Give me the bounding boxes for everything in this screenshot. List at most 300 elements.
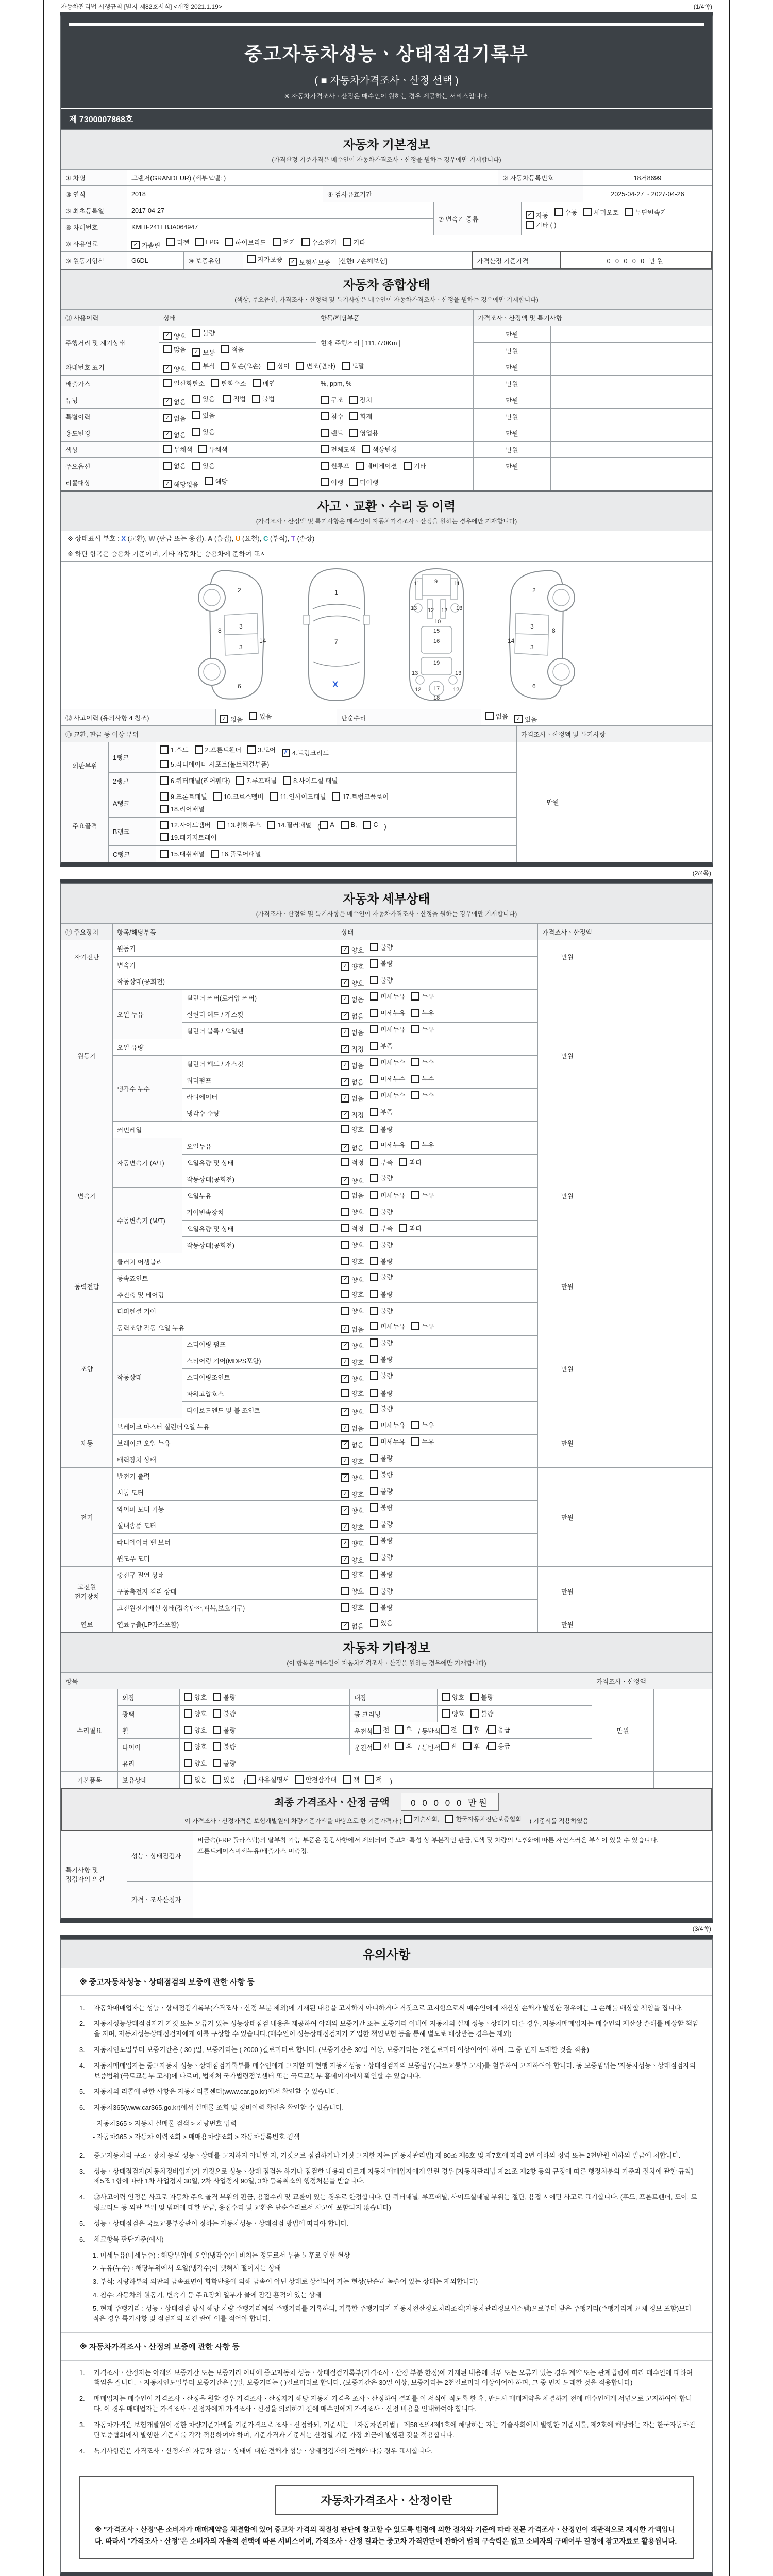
checkbox-option[interactable]	[163, 331, 186, 341]
checkbox-option[interactable]	[485, 1741, 511, 1752]
checkbox[interactable]	[349, 478, 358, 486]
checkbox-option[interactable]	[526, 220, 556, 229]
checkbox-option[interactable]	[163, 461, 186, 470]
checkbox[interactable]	[296, 362, 304, 370]
checkbox-option[interactable]	[184, 1742, 207, 1751]
checkbox-option[interactable]	[160, 745, 189, 754]
checkbox-option[interactable]	[341, 1176, 364, 1185]
checkbox[interactable]	[225, 238, 233, 246]
checkbox-option[interactable]	[370, 1191, 405, 1200]
checkbox[interactable]	[399, 1158, 407, 1166]
checkbox-option[interactable]	[321, 395, 343, 404]
checkbox-option[interactable]	[341, 1158, 364, 1167]
checkbox[interactable]	[411, 992, 419, 1001]
checkbox-option[interactable]	[341, 1341, 364, 1350]
checkbox[interactable]	[247, 255, 256, 263]
checkbox-option[interactable]	[192, 411, 215, 420]
checkbox[interactable]	[192, 462, 200, 470]
checkbox[interactable]	[320, 821, 328, 829]
checkbox-checked[interactable]: ✓	[341, 1276, 349, 1284]
checkbox-option[interactable]	[341, 1539, 364, 1548]
checkbox-option[interactable]	[341, 1224, 364, 1233]
checkbox-option[interactable]	[213, 1725, 236, 1735]
checkbox[interactable]	[341, 1257, 349, 1265]
checkbox-option[interactable]	[370, 1074, 405, 1083]
checkbox-option[interactable]	[349, 412, 372, 421]
checkbox[interactable]	[211, 850, 219, 858]
checkbox[interactable]	[184, 1709, 192, 1718]
checkbox-checked[interactable]: ✓	[163, 398, 172, 406]
checkbox-option[interactable]	[341, 1011, 364, 1021]
checkbox[interactable]	[343, 238, 351, 246]
checkbox[interactable]	[163, 462, 172, 470]
checkbox-option[interactable]	[399, 1158, 422, 1167]
checkbox-option[interactable]	[583, 208, 618, 217]
checkbox[interactable]	[213, 1775, 221, 1784]
checkbox[interactable]	[283, 776, 291, 785]
checkbox[interactable]	[363, 821, 371, 829]
checkbox-checked[interactable]: ✓	[341, 962, 349, 971]
checkbox-option[interactable]	[267, 820, 311, 829]
checkbox-option[interactable]	[184, 1758, 207, 1768]
checkbox-option[interactable]	[373, 1725, 389, 1734]
checkbox[interactable]	[373, 1742, 381, 1750]
checkbox[interactable]	[370, 1125, 378, 1133]
checkbox-option[interactable]	[411, 1140, 434, 1149]
checkbox-option[interactable]	[213, 792, 264, 801]
checkbox-option[interactable]	[184, 1709, 207, 1718]
checkbox-option[interactable]	[341, 1374, 364, 1383]
checkbox-option[interactable]	[247, 1775, 289, 1784]
checkbox-checked[interactable]: ✓	[341, 1358, 349, 1366]
checkbox[interactable]	[184, 1693, 192, 1701]
checkbox[interactable]	[349, 412, 358, 420]
checkbox-option[interactable]	[370, 1371, 393, 1380]
checkbox[interactable]	[267, 821, 275, 829]
checkbox-option[interactable]	[341, 962, 364, 971]
checkbox-option[interactable]	[321, 412, 343, 421]
checkbox[interactable]	[370, 1371, 378, 1380]
checkbox-option[interactable]	[363, 821, 378, 829]
checkbox[interactable]	[485, 712, 494, 720]
checkbox-option[interactable]	[273, 238, 295, 247]
checkbox[interactable]	[321, 445, 329, 453]
checkbox[interactable]	[213, 1742, 221, 1751]
checkbox-option[interactable]	[370, 1008, 405, 1018]
checkbox-option[interactable]	[192, 361, 215, 370]
checkbox-option[interactable]	[247, 255, 282, 264]
checkbox-option[interactable]	[252, 394, 275, 403]
checkbox[interactable]	[213, 1726, 221, 1734]
checkbox[interactable]	[270, 792, 278, 801]
checkbox-option[interactable]	[395, 1725, 412, 1734]
checkbox[interactable]	[463, 1725, 472, 1734]
checkbox[interactable]	[395, 1725, 404, 1734]
checkbox-option[interactable]	[295, 1775, 337, 1784]
checkbox-option[interactable]	[370, 992, 405, 1001]
checkbox-option[interactable]	[341, 1440, 364, 1449]
checkbox[interactable]	[370, 1322, 378, 1330]
checkbox[interactable]	[370, 1025, 378, 1033]
checkbox-option[interactable]	[343, 238, 365, 247]
checkbox-option[interactable]	[184, 1725, 207, 1735]
checkbox[interactable]	[267, 362, 275, 370]
checkbox-option[interactable]	[514, 715, 537, 724]
checkbox[interactable]	[411, 1191, 419, 1199]
checkbox-checked[interactable]: ✓	[341, 1622, 349, 1630]
checkbox-option[interactable]	[370, 1224, 393, 1233]
checkbox[interactable]	[370, 959, 378, 968]
checkbox-option[interactable]	[470, 1709, 493, 1718]
checkbox[interactable]	[213, 1693, 221, 1701]
checkbox-option[interactable]	[370, 1207, 393, 1216]
checkbox-option[interactable]	[131, 241, 160, 250]
checkbox-option[interactable]	[341, 1240, 364, 1249]
checkbox[interactable]	[160, 805, 169, 813]
checkbox-option[interactable]	[341, 1077, 364, 1087]
checkbox[interactable]	[411, 1075, 419, 1083]
checkbox[interactable]	[192, 329, 200, 337]
checkbox-option[interactable]	[160, 804, 205, 814]
checkbox-option[interactable]	[341, 1290, 364, 1299]
checkbox[interactable]	[441, 1725, 449, 1734]
checkbox[interactable]	[160, 745, 169, 754]
checkbox-option[interactable]	[270, 792, 326, 801]
checkbox[interactable]	[583, 208, 592, 216]
checkbox[interactable]	[370, 992, 378, 1001]
checkbox-option[interactable]	[373, 1741, 389, 1751]
checkbox-option[interactable]	[411, 1437, 434, 1446]
checkbox-option[interactable]	[370, 1240, 393, 1249]
checkbox-checked[interactable]: ✓	[341, 1375, 349, 1383]
checkbox-option[interactable]	[296, 361, 335, 370]
checkbox[interactable]	[399, 1224, 407, 1232]
checkbox[interactable]	[485, 1742, 496, 1752]
checkbox-option[interactable]	[221, 361, 261, 370]
checkbox[interactable]	[370, 1437, 378, 1446]
checkbox-checked[interactable]: ✓	[341, 1440, 349, 1449]
checkbox-option[interactable]	[160, 833, 217, 842]
checkbox-option[interactable]	[211, 849, 261, 858]
checkbox-option[interactable]	[341, 1621, 364, 1631]
checkbox-option[interactable]	[220, 715, 243, 724]
checkbox-option[interactable]	[411, 1191, 434, 1200]
checkbox-option[interactable]	[163, 345, 186, 354]
checkbox-option[interactable]	[370, 1570, 393, 1579]
checkbox[interactable]	[223, 395, 231, 403]
checkbox-checked[interactable]: ✓	[341, 1325, 349, 1333]
checkbox-checked[interactable]: ✓	[341, 979, 349, 987]
checkbox-option[interactable]	[163, 364, 186, 374]
checkbox[interactable]	[166, 238, 175, 246]
checkbox[interactable]	[301, 238, 310, 246]
checkbox[interactable]	[217, 821, 225, 829]
checkbox[interactable]	[395, 1742, 404, 1750]
checkbox[interactable]	[373, 1725, 381, 1734]
checkbox[interactable]	[370, 1241, 378, 1249]
checkbox-option[interactable]	[289, 258, 330, 267]
checkbox-option[interactable]	[341, 1473, 364, 1482]
checkbox-checked[interactable]: ✓	[163, 332, 172, 340]
checkbox-option[interactable]	[163, 430, 186, 439]
checkbox-option[interactable]	[441, 1725, 457, 1734]
checkbox-checked[interactable]: ✓	[526, 211, 534, 219]
checkbox-option[interactable]	[399, 1224, 422, 1233]
checkbox[interactable]	[411, 1421, 419, 1429]
checkbox-checked[interactable]: ✓	[341, 1490, 349, 1498]
checkbox-option[interactable]	[341, 1358, 364, 1367]
checkbox-checked[interactable]: ✓	[341, 1539, 349, 1548]
checkbox-option[interactable]	[320, 821, 334, 829]
checkbox[interactable]	[470, 1709, 479, 1718]
checkbox-option[interactable]	[163, 445, 192, 454]
checkbox-option[interactable]	[192, 427, 215, 436]
checkbox-option[interactable]	[341, 1207, 364, 1216]
checkbox[interactable]	[370, 1553, 378, 1561]
checkbox[interactable]	[411, 1437, 419, 1446]
checkbox-option[interactable]	[370, 1437, 405, 1446]
checkbox[interactable]	[411, 1141, 419, 1149]
checkbox[interactable]	[321, 462, 329, 470]
checkbox[interactable]	[411, 1025, 419, 1033]
checkbox-checked[interactable]: ✓	[192, 348, 200, 357]
checkbox-checked[interactable]: ✓	[341, 1045, 349, 1053]
checkbox[interactable]	[463, 1742, 472, 1750]
checkbox[interactable]	[370, 1307, 378, 1315]
checkbox-option[interactable]	[236, 776, 277, 785]
checkbox-option[interactable]	[341, 1489, 364, 1499]
checkbox[interactable]	[370, 1290, 378, 1298]
checkbox[interactable]	[442, 1709, 450, 1718]
checkbox-checked[interactable]: ✓	[341, 1457, 349, 1465]
checkbox[interactable]	[213, 1759, 221, 1767]
checkbox-option[interactable]	[411, 1058, 434, 1067]
checkbox-option[interactable]	[411, 1420, 434, 1430]
checkbox-option[interactable]	[341, 1325, 364, 1334]
checkbox[interactable]	[370, 1338, 378, 1347]
checkbox-option[interactable]	[370, 1125, 393, 1134]
checkbox-option[interactable]	[370, 942, 393, 952]
checkbox-option[interactable]	[211, 379, 246, 388]
checkbox-checked[interactable]: ✓	[341, 1094, 349, 1103]
checkbox-option[interactable]	[195, 745, 242, 754]
checkbox-option[interactable]	[349, 478, 378, 487]
checkbox[interactable]	[370, 1108, 378, 1116]
checkbox-option[interactable]	[370, 1321, 405, 1331]
checkbox-checked[interactable]: ✓	[341, 1523, 349, 1531]
checkbox-option[interactable]	[404, 461, 426, 470]
checkbox-option[interactable]	[341, 1191, 364, 1200]
checkbox[interactable]	[221, 362, 229, 370]
checkbox-option[interactable]	[370, 1552, 393, 1562]
checkbox-option[interactable]	[356, 461, 397, 470]
checkbox-checked[interactable]: ✓	[341, 1342, 349, 1350]
checkbox-option[interactable]	[267, 361, 290, 370]
checkbox[interactable]	[370, 1158, 378, 1166]
checkbox[interactable]	[411, 1009, 419, 1017]
checkbox-option[interactable]	[370, 1290, 393, 1299]
checkbox[interactable]	[370, 1224, 378, 1232]
checkbox[interactable]	[192, 362, 200, 370]
checkbox[interactable]	[526, 221, 534, 229]
checkbox[interactable]	[370, 1470, 378, 1479]
checkbox[interactable]	[342, 362, 350, 370]
checkbox-option[interactable]	[341, 995, 364, 1004]
checkbox-option[interactable]	[160, 759, 269, 769]
checkbox-option[interactable]	[370, 1025, 405, 1034]
checkbox-checked[interactable]: ✓	[341, 1111, 349, 1119]
checkbox-option[interactable]	[321, 461, 349, 470]
checkbox-option[interactable]	[341, 821, 357, 829]
checkbox[interactable]	[370, 1570, 378, 1579]
checkbox-option[interactable]	[341, 1044, 364, 1054]
checkbox-option[interactable]	[395, 1741, 412, 1751]
checkbox[interactable]	[411, 1058, 419, 1066]
checkbox[interactable]	[341, 1224, 349, 1232]
checkbox[interactable]	[192, 411, 200, 419]
checkbox[interactable]	[341, 1603, 349, 1612]
checkbox[interactable]	[160, 833, 169, 841]
checkbox-option[interactable]	[341, 1506, 364, 1515]
checkbox[interactable]	[184, 1726, 192, 1734]
checkbox-checked[interactable]: ✓	[163, 431, 172, 439]
checkbox-option[interactable]	[370, 1107, 393, 1116]
checkbox-option[interactable]	[526, 211, 548, 220]
checkbox-option[interactable]	[362, 445, 397, 454]
checkbox-option[interactable]	[282, 748, 329, 757]
checkbox-option[interactable]	[283, 776, 338, 785]
checkbox-checked[interactable]: ✓	[341, 1061, 349, 1070]
checkbox-option[interactable]	[343, 1775, 359, 1784]
checkbox-option[interactable]	[370, 1272, 393, 1281]
checkbox-option[interactable]	[370, 1338, 393, 1347]
checkbox-option[interactable]	[349, 428, 378, 437]
checkbox-option[interactable]	[370, 1618, 393, 1628]
checkbox[interactable]	[370, 943, 378, 951]
checkbox-option[interactable]	[192, 328, 215, 337]
checkbox[interactable]	[370, 1174, 378, 1182]
checkbox[interactable]	[184, 1759, 192, 1767]
checkbox[interactable]	[370, 1009, 378, 1017]
checkbox[interactable]	[341, 1241, 349, 1249]
checkbox-option[interactable]	[341, 1110, 364, 1120]
checkbox-option[interactable]	[370, 1388, 393, 1398]
checkbox-option[interactable]	[192, 394, 215, 403]
checkbox[interactable]	[341, 1208, 349, 1216]
checkbox-option[interactable]	[470, 1692, 493, 1702]
checkbox-option[interactable]	[365, 1775, 382, 1784]
checkbox[interactable]	[211, 379, 219, 387]
checkbox-option[interactable]	[485, 711, 508, 721]
checkbox[interactable]	[341, 1570, 349, 1579]
checkbox-checked[interactable]: ✓	[341, 1408, 349, 1416]
checkbox[interactable]	[253, 379, 261, 387]
checkbox-option[interactable]	[205, 477, 227, 486]
checkbox[interactable]	[252, 395, 260, 403]
checkbox-option[interactable]	[370, 1306, 393, 1315]
checkbox[interactable]	[356, 462, 364, 470]
checkbox-option[interactable]	[342, 361, 364, 370]
checkbox-option[interactable]	[442, 1709, 464, 1718]
checkbox-option[interactable]	[213, 1775, 236, 1784]
checkbox-checked[interactable]: ✓	[341, 1177, 349, 1185]
checkbox-option[interactable]	[370, 1519, 393, 1529]
checkbox-option[interactable]	[341, 1275, 364, 1284]
checkbox-option[interactable]	[370, 1586, 393, 1596]
checkbox[interactable]	[343, 1775, 351, 1784]
checkbox-option[interactable]	[163, 397, 186, 406]
checkbox-option[interactable]	[221, 345, 244, 354]
checkbox-option[interactable]	[341, 1456, 364, 1466]
checkbox[interactable]	[184, 1742, 192, 1751]
checkbox-option[interactable]	[332, 792, 389, 801]
checkbox-option[interactable]	[442, 1692, 464, 1702]
checkbox-option[interactable]	[341, 1423, 364, 1433]
checkbox-checked[interactable]: ✓	[341, 995, 349, 1004]
checkbox[interactable]	[370, 1208, 378, 1216]
checkbox[interactable]	[184, 1775, 192, 1784]
checkbox[interactable]	[160, 760, 169, 768]
checkbox[interactable]	[249, 712, 257, 720]
checkbox[interactable]	[163, 379, 172, 387]
checkbox[interactable]	[370, 1058, 378, 1066]
checkbox-option[interactable]	[411, 1321, 434, 1331]
checkbox-option[interactable]	[253, 379, 275, 388]
checkbox-option[interactable]	[163, 379, 205, 388]
checkbox-option[interactable]	[370, 1603, 393, 1612]
checkbox-option[interactable]	[411, 1025, 434, 1034]
checkbox[interactable]	[365, 1775, 374, 1784]
checkbox[interactable]	[160, 850, 169, 858]
checkbox[interactable]	[411, 1091, 419, 1099]
checkbox[interactable]	[236, 776, 244, 785]
checkbox[interactable]	[213, 792, 222, 801]
checkbox-option[interactable]	[341, 1407, 364, 1416]
checkbox-option[interactable]	[160, 776, 230, 785]
checkbox[interactable]	[362, 445, 370, 453]
checkbox[interactable]	[195, 745, 203, 754]
checkbox-option[interactable]	[370, 1058, 405, 1067]
checkbox-option[interactable]	[301, 238, 337, 247]
checkbox-option[interactable]	[163, 414, 186, 423]
checkbox-checked[interactable]: ✓	[514, 715, 523, 723]
checkbox[interactable]	[554, 208, 563, 216]
checkbox-option[interactable]	[341, 1306, 364, 1315]
checkbox[interactable]	[370, 1520, 378, 1528]
checkbox-option[interactable]	[321, 428, 343, 437]
checkbox[interactable]	[205, 477, 213, 485]
checkbox-checked[interactable]: ✓	[341, 1144, 349, 1152]
checkbox-option[interactable]	[341, 1555, 364, 1565]
checkbox-option[interactable]	[341, 1570, 364, 1579]
checkbox[interactable]	[370, 1503, 378, 1512]
checkbox[interactable]	[247, 1775, 256, 1784]
checkbox[interactable]	[341, 821, 349, 829]
checkbox[interactable]	[341, 1158, 349, 1166]
checkbox-option[interactable]	[249, 711, 272, 721]
checkbox[interactable]	[349, 429, 358, 437]
checkbox-option[interactable]	[411, 1074, 434, 1083]
checkbox-option[interactable]	[160, 820, 211, 829]
checkbox-option[interactable]	[247, 745, 276, 754]
checkbox-option[interactable]	[184, 1692, 207, 1702]
checkbox-checked[interactable]: ✓	[163, 414, 172, 422]
checkbox[interactable]	[370, 1587, 378, 1595]
checkbox-checked[interactable]: ✓	[289, 258, 297, 266]
checkbox[interactable]	[160, 821, 169, 829]
checkbox-checked[interactable]: ✓	[341, 1012, 349, 1020]
checkbox-checked[interactable]: ✓	[341, 1424, 349, 1432]
